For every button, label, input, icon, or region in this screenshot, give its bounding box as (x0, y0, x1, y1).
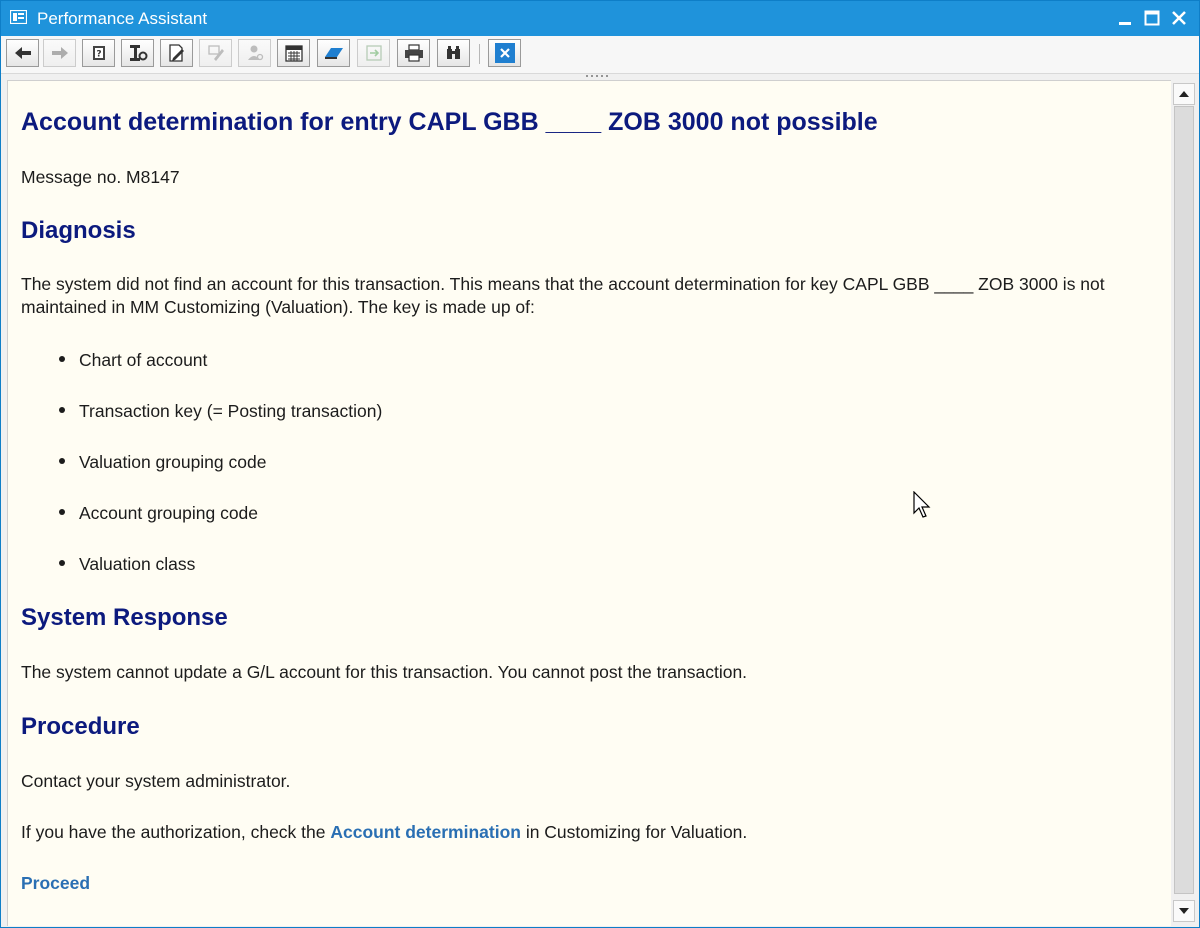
person-icon (245, 43, 265, 63)
edit-disabled-button[interactable] (199, 39, 232, 67)
procedure-heading: Procedure (21, 713, 140, 740)
chevron-down-icon (1179, 908, 1189, 914)
calendar-icon (284, 43, 304, 63)
toolbar (1, 36, 1199, 74)
technical-info-icon (127, 43, 149, 63)
list-item: Account grouping code (79, 503, 259, 523)
bookmark-button[interactable] (317, 39, 350, 67)
bookmark-icon (323, 44, 345, 62)
procedure-text-prefix: If you have the authorization, check the (21, 822, 331, 842)
bullet-dot (59, 509, 65, 515)
disabled-edit-icon (206, 43, 226, 63)
help-book-button[interactable] (82, 39, 115, 67)
system-response-heading: System Response (21, 604, 228, 631)
person-button[interactable] (238, 39, 271, 67)
bullet-dot (59, 560, 65, 566)
proceed-paragraph (21, 872, 1161, 895)
svg-text:?: ? (95, 49, 102, 60)
close-window-icon[interactable] (1168, 7, 1190, 29)
procedure-authorization-text (21, 821, 1161, 844)
bullet-dot (59, 407, 65, 413)
vertical-scrollbar[interactable] (1171, 80, 1197, 926)
list-item: Valuation grouping code (79, 452, 267, 472)
transfer-icon (364, 43, 384, 63)
scroll-down-button[interactable] (1173, 900, 1195, 922)
list-item: Chart of account (79, 350, 208, 370)
diagnosis-text: The system did not find an account for this transaction. This means that the account determination for key CAPL GBB ____ ZOB 3000 is not maintained in MM Customizing (Valuation). The key is made up of: (21, 274, 1105, 317)
find-icon (444, 43, 464, 63)
edit-document-icon (167, 43, 187, 63)
splitter-grip[interactable] (584, 74, 614, 78)
mouse-cursor-icon (913, 491, 933, 521)
transfer-button[interactable] (357, 39, 390, 67)
forward-arrow-icon (50, 45, 70, 61)
find-button[interactable] (437, 39, 470, 67)
message-number: Message no. M8147 (21, 167, 180, 187)
window-title: Performance Assistant (37, 9, 208, 28)
maximize-icon[interactable] (1141, 7, 1163, 29)
edit-document-button[interactable] (160, 39, 193, 67)
print-button[interactable] (397, 39, 430, 67)
technical-info-button[interactable] (121, 39, 154, 67)
chevron-up-icon (1179, 91, 1189, 97)
toolbar-separator (479, 44, 480, 64)
procedure-text-suffix: in Customizing for Valuation. (520, 822, 748, 842)
bullet-dot (59, 458, 65, 464)
bullet-dot (59, 356, 65, 362)
title-bar (1, 1, 1199, 36)
proceed-link[interactable]: Proceed (21, 873, 91, 893)
procedure-text: Contact your system administrator. (21, 771, 291, 791)
close-button[interactable] (488, 39, 521, 67)
back-button[interactable] (6, 39, 39, 67)
forward-button[interactable] (43, 39, 76, 67)
print-icon (403, 43, 425, 63)
list-item: Transaction key (= Posting transaction) (79, 401, 383, 421)
account-determination-link[interactable]: Account determination (330, 822, 521, 842)
back-arrow-icon (13, 45, 33, 61)
page-title: Account determination for entry CAPL GBB ____ ZOB 3000 not possible (21, 108, 878, 136)
list-item: Valuation class (79, 554, 196, 574)
system-response-text: The system cannot update a G/L account for this transaction. You cannot post the transaction. (21, 662, 748, 682)
scroll-up-button[interactable] (1173, 83, 1195, 105)
close-icon (494, 42, 516, 64)
diagnosis-heading: Diagnosis (21, 217, 136, 244)
calendar-button[interactable] (277, 39, 310, 67)
app-icon (10, 10, 27, 24)
document-pane (7, 80, 1171, 926)
scroll-thumb[interactable] (1174, 106, 1194, 894)
help-book-icon (90, 44, 108, 62)
minimize-icon[interactable] (1114, 7, 1136, 29)
